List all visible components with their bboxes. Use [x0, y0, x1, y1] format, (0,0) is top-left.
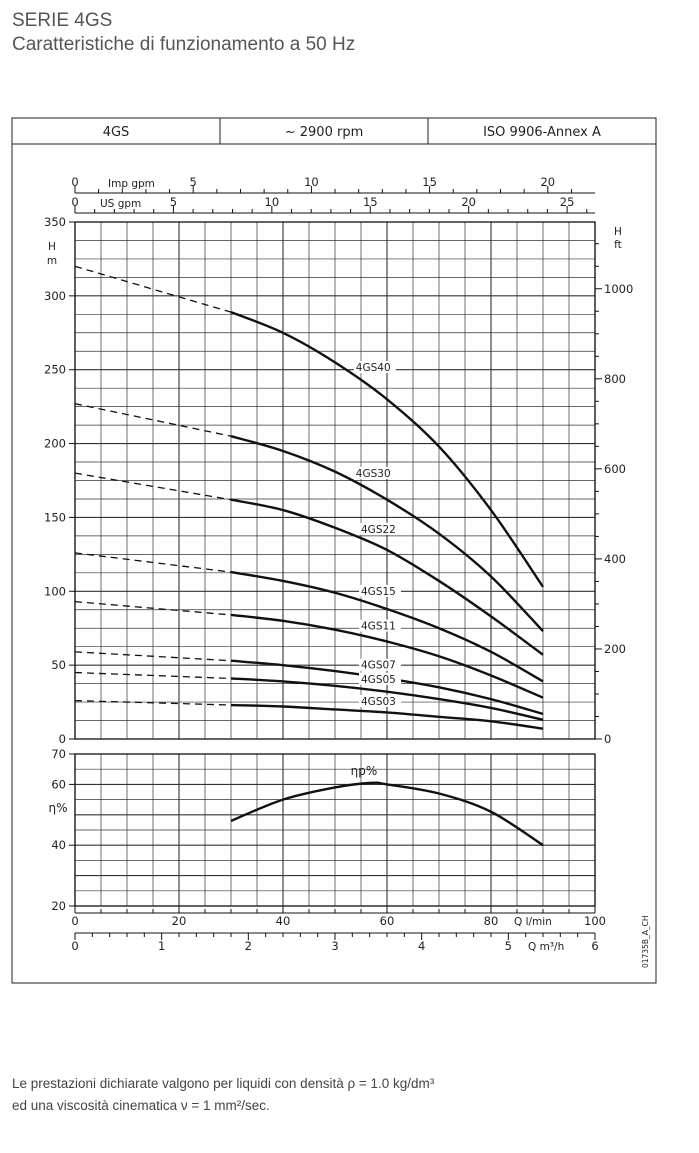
- curve-label-4gs11: 4GS11: [361, 620, 396, 633]
- lmin-tick-label: 80: [483, 914, 499, 928]
- m3h-axis-label: Q m³/h: [528, 941, 565, 953]
- page-title: SERIE 4GS: [12, 10, 113, 31]
- head-ftick-label: 1000: [604, 281, 634, 296]
- m3h-tick-label: 0: [71, 939, 79, 953]
- us-tick-label: 0: [71, 195, 79, 209]
- us-tick-label: 15: [362, 195, 378, 209]
- m3h-tick-label: 2: [244, 939, 252, 953]
- eff-ytick-label: 40: [51, 838, 66, 853]
- head-ftick-label: 200: [604, 641, 626, 656]
- head-ytick-label: 0: [58, 732, 66, 746]
- head-ytick-label: 250: [44, 362, 66, 377]
- us-tick-label: 25: [559, 195, 575, 209]
- head-ytick-label: 150: [44, 510, 66, 525]
- head-ylabel-right-1: H: [614, 226, 622, 238]
- info-box-3: ISO 9906-Annex A: [483, 125, 601, 140]
- lmin-tick-label: 100: [584, 914, 606, 928]
- imp-tick-label: 15: [422, 175, 437, 189]
- lmin-tick-label: 60: [379, 914, 395, 928]
- us-tick-label: 5: [169, 195, 178, 209]
- chart-frame: [12, 118, 656, 983]
- head-ytick-label: 300: [44, 288, 66, 303]
- eff-ylabel: η%: [48, 801, 68, 815]
- head-ytick-label: 200: [44, 436, 66, 451]
- lmin-axis-label: Q l/min: [514, 916, 552, 928]
- curve-label-efficiency: ηp%: [350, 763, 378, 778]
- curve-label-4gs15: 4GS15: [361, 585, 396, 598]
- m3h-tick-label: 1: [158, 939, 166, 953]
- eff-ytick-label: 60: [51, 777, 66, 792]
- m3h-tick-label: 3: [331, 939, 339, 953]
- us-tick-label: 20: [461, 195, 477, 209]
- head-ytick-label: 100: [44, 584, 66, 599]
- footer-line-1: Le prestazioni dichiarate valgono per liquidi con densità ρ = 1.0 kg/dm³: [12, 1076, 435, 1091]
- m3h-tick-label: 5: [504, 939, 512, 953]
- head-ftick-label: 0: [604, 732, 612, 746]
- info-box-2: ~ 2900 rpm: [284, 125, 364, 140]
- eff-ytick-label: 70: [51, 747, 66, 761]
- imp-tick-label: 5: [189, 175, 197, 189]
- drawing-code: 01735B_A_CH: [641, 915, 650, 968]
- head-ftick-label: 400: [604, 551, 626, 566]
- imp-tick-label: 20: [540, 175, 556, 189]
- us-tick-label: 10: [264, 195, 280, 209]
- head-ylabel-left-2: m: [46, 255, 58, 267]
- info-box-1: 4GS: [102, 125, 130, 140]
- lmin-tick-label: 20: [171, 914, 187, 928]
- footer-note: [12, 1073, 434, 1117]
- head-ftick-label: 600: [604, 461, 626, 476]
- curve-label-4gs40: 4GS40: [355, 362, 391, 375]
- us-axis-label: US gpm: [100, 198, 142, 210]
- head-ftick-label: 800: [604, 371, 626, 386]
- eff-ytick-label: 20: [51, 899, 66, 913]
- curve-label-4gs30: 4GS30: [355, 467, 391, 480]
- curve-label-4gs07: 4GS07: [361, 659, 396, 672]
- m3h-tick-label: 4: [418, 939, 426, 953]
- head-ylabel-right-2: ft: [614, 239, 622, 251]
- m3h-tick-label: 6: [591, 939, 599, 953]
- imp-tick-label: 0: [71, 175, 79, 189]
- curve-label-4gs03: 4GS03: [361, 695, 396, 708]
- head-ylabel-left-1: H: [48, 241, 56, 253]
- head-ytick-label: 50: [51, 658, 66, 673]
- lmin-tick-label: 40: [275, 914, 291, 928]
- imp-axis-label: Imp gpm: [108, 178, 155, 190]
- curve-label-4gs22: 4GS22: [361, 523, 396, 536]
- lmin-tick-label: 0: [71, 914, 79, 928]
- head-ytick-label: 350: [44, 215, 66, 229]
- footer-line-2: ed una viscosità cinematica ν = 1 mm²/sec.: [12, 1098, 270, 1113]
- imp-tick-label: 10: [304, 175, 319, 189]
- page-subtitle: Caratteristiche di funzionamento a 50 Hz: [12, 34, 356, 55]
- curve-label-4gs05: 4GS05: [361, 673, 396, 686]
